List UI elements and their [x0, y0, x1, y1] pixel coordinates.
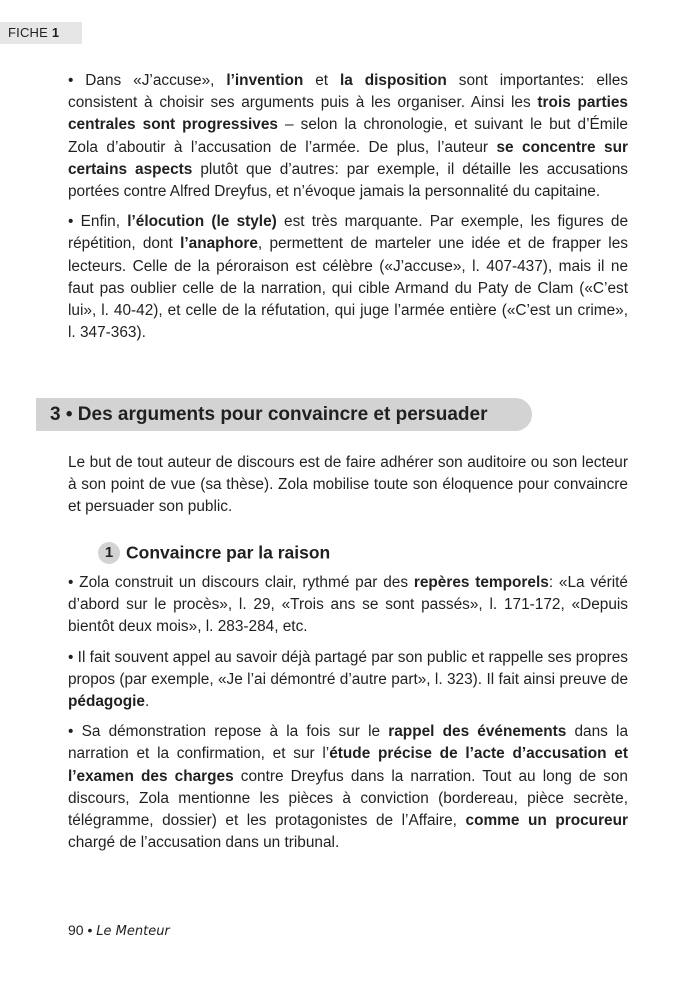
bold-text: repères temporels: [413, 574, 549, 591]
section-3-intro: [68, 452, 628, 527]
bold-text: l’élocution (le style): [127, 213, 277, 231]
subsection-text: [68, 572, 628, 862]
text-run: contre Dreyfus dans la narration. Tout au long de son discours, Zola mentionne les pièces à conviction (bordereau, pièce secrète, télégramme, dossier) et les protagonistes de l’Affaire,: [68, 767, 628, 830]
text-run: .: [144, 693, 150, 711]
bold-text: l’invention: [226, 72, 304, 89]
section-3-banner: [36, 398, 532, 431]
subsection-number-badge: 1: [98, 542, 120, 564]
section-1-text: [68, 70, 628, 352]
text-run: sont importantes: elles consistent à choisir ses arguments puis à les organiser. Ainsi les: [68, 72, 629, 112]
text-run: : «La vérité d’abord sur le procès», l. 29, «Trois ans se sont passés», l. 171-172, «Depuis bientôt deux mois», l. 283-284, etc.: [68, 574, 628, 636]
section-3-title: 3 • Des arguments pour convaincre et persuader: [50, 404, 488, 425]
subsection-title: Convaincre par la raison: [126, 542, 331, 563]
fiche-tab: [0, 22, 82, 44]
page-number: 90: [68, 922, 84, 938]
text-run: chargé de l’accusation dans un tribunal.: [68, 834, 340, 852]
paragraph: [68, 211, 628, 344]
bold-text: comme un procureur: [465, 812, 629, 830]
text-run: • Il fait souvent appel au savoir déjà partagé par son public et rappelle ses propres propos (par exemple, «Je l’ai démontré d’autre part», l. 323). Il fait ainsi preuve de: [68, 648, 628, 688]
text-run: • Zola construit un discours clair, rythmé par des: [68, 574, 414, 591]
text-run: • Dans «J’accuse»,: [68, 72, 227, 89]
bold-text: pédagogie: [68, 693, 145, 711]
bold-text: rappel des événements: [388, 723, 567, 741]
text-run: plutôt que d’autres: par exemple, il détaille les accusations portées contre Alfred Dreyfus, et n’évoque jamais la personnalité du capitaine.: [68, 160, 628, 201]
bold-text: étude précise de l’acte d’accusation et l’examen des charges: [68, 745, 628, 785]
page-footer: [68, 922, 170, 939]
text-run: – selon la chronologie, et suivant le but d’Émile Zola d’aboutir à l’accusation de l’armée. De plus, l’auteur: [68, 116, 628, 156]
paragraph: [68, 70, 628, 203]
book-title: Le Menteur: [96, 924, 170, 939]
bold-text: trois parties centrales sont progressives: [68, 94, 628, 134]
paragraph: [68, 452, 628, 519]
bold-text: l’anaphore: [180, 235, 258, 253]
text-run: est très marquante. Par exemple, les figures de répétition, dont: [68, 213, 629, 253]
paragraph: [68, 721, 628, 854]
text-run: , permettent de marteler une idée et de frapper les lecteurs. Celle de la péroraison est célèbre («J’accuse», l. 407-437), mais il ne faut pas oublier celle de la narration, qui cible Armand du Paty de Clam («C’est lui», l. 40-42), et celle de la réfutation, qui juge l’armée entière («C’est un crime», l. 347-363).: [68, 235, 628, 342]
paragraph: [68, 572, 628, 639]
paragraph: [68, 647, 628, 714]
text-run: • Enfin,: [68, 213, 128, 231]
fiche-label: FICHE: [8, 25, 48, 40]
text-run: dans la narration et la confirmation, et sur l’: [68, 723, 629, 763]
bold-text: se concentre sur certains aspects: [68, 138, 628, 178]
fiche-number: 1: [51, 25, 60, 40]
text-run: • Sa démonstration repose à la fois sur le: [68, 723, 389, 741]
bold-text: la disposition: [339, 72, 447, 89]
footer-separator: •: [87, 922, 93, 938]
text-run: et: [303, 72, 340, 89]
text-run: Le but de tout auteur de discours est de faire adhérer son auditoire ou son lecteur à son point de vue (sa thèse). Zola mobilise toute son éloquence pour convaincre et persuader son public.: [68, 454, 628, 516]
subsection-heading: [98, 542, 330, 566]
